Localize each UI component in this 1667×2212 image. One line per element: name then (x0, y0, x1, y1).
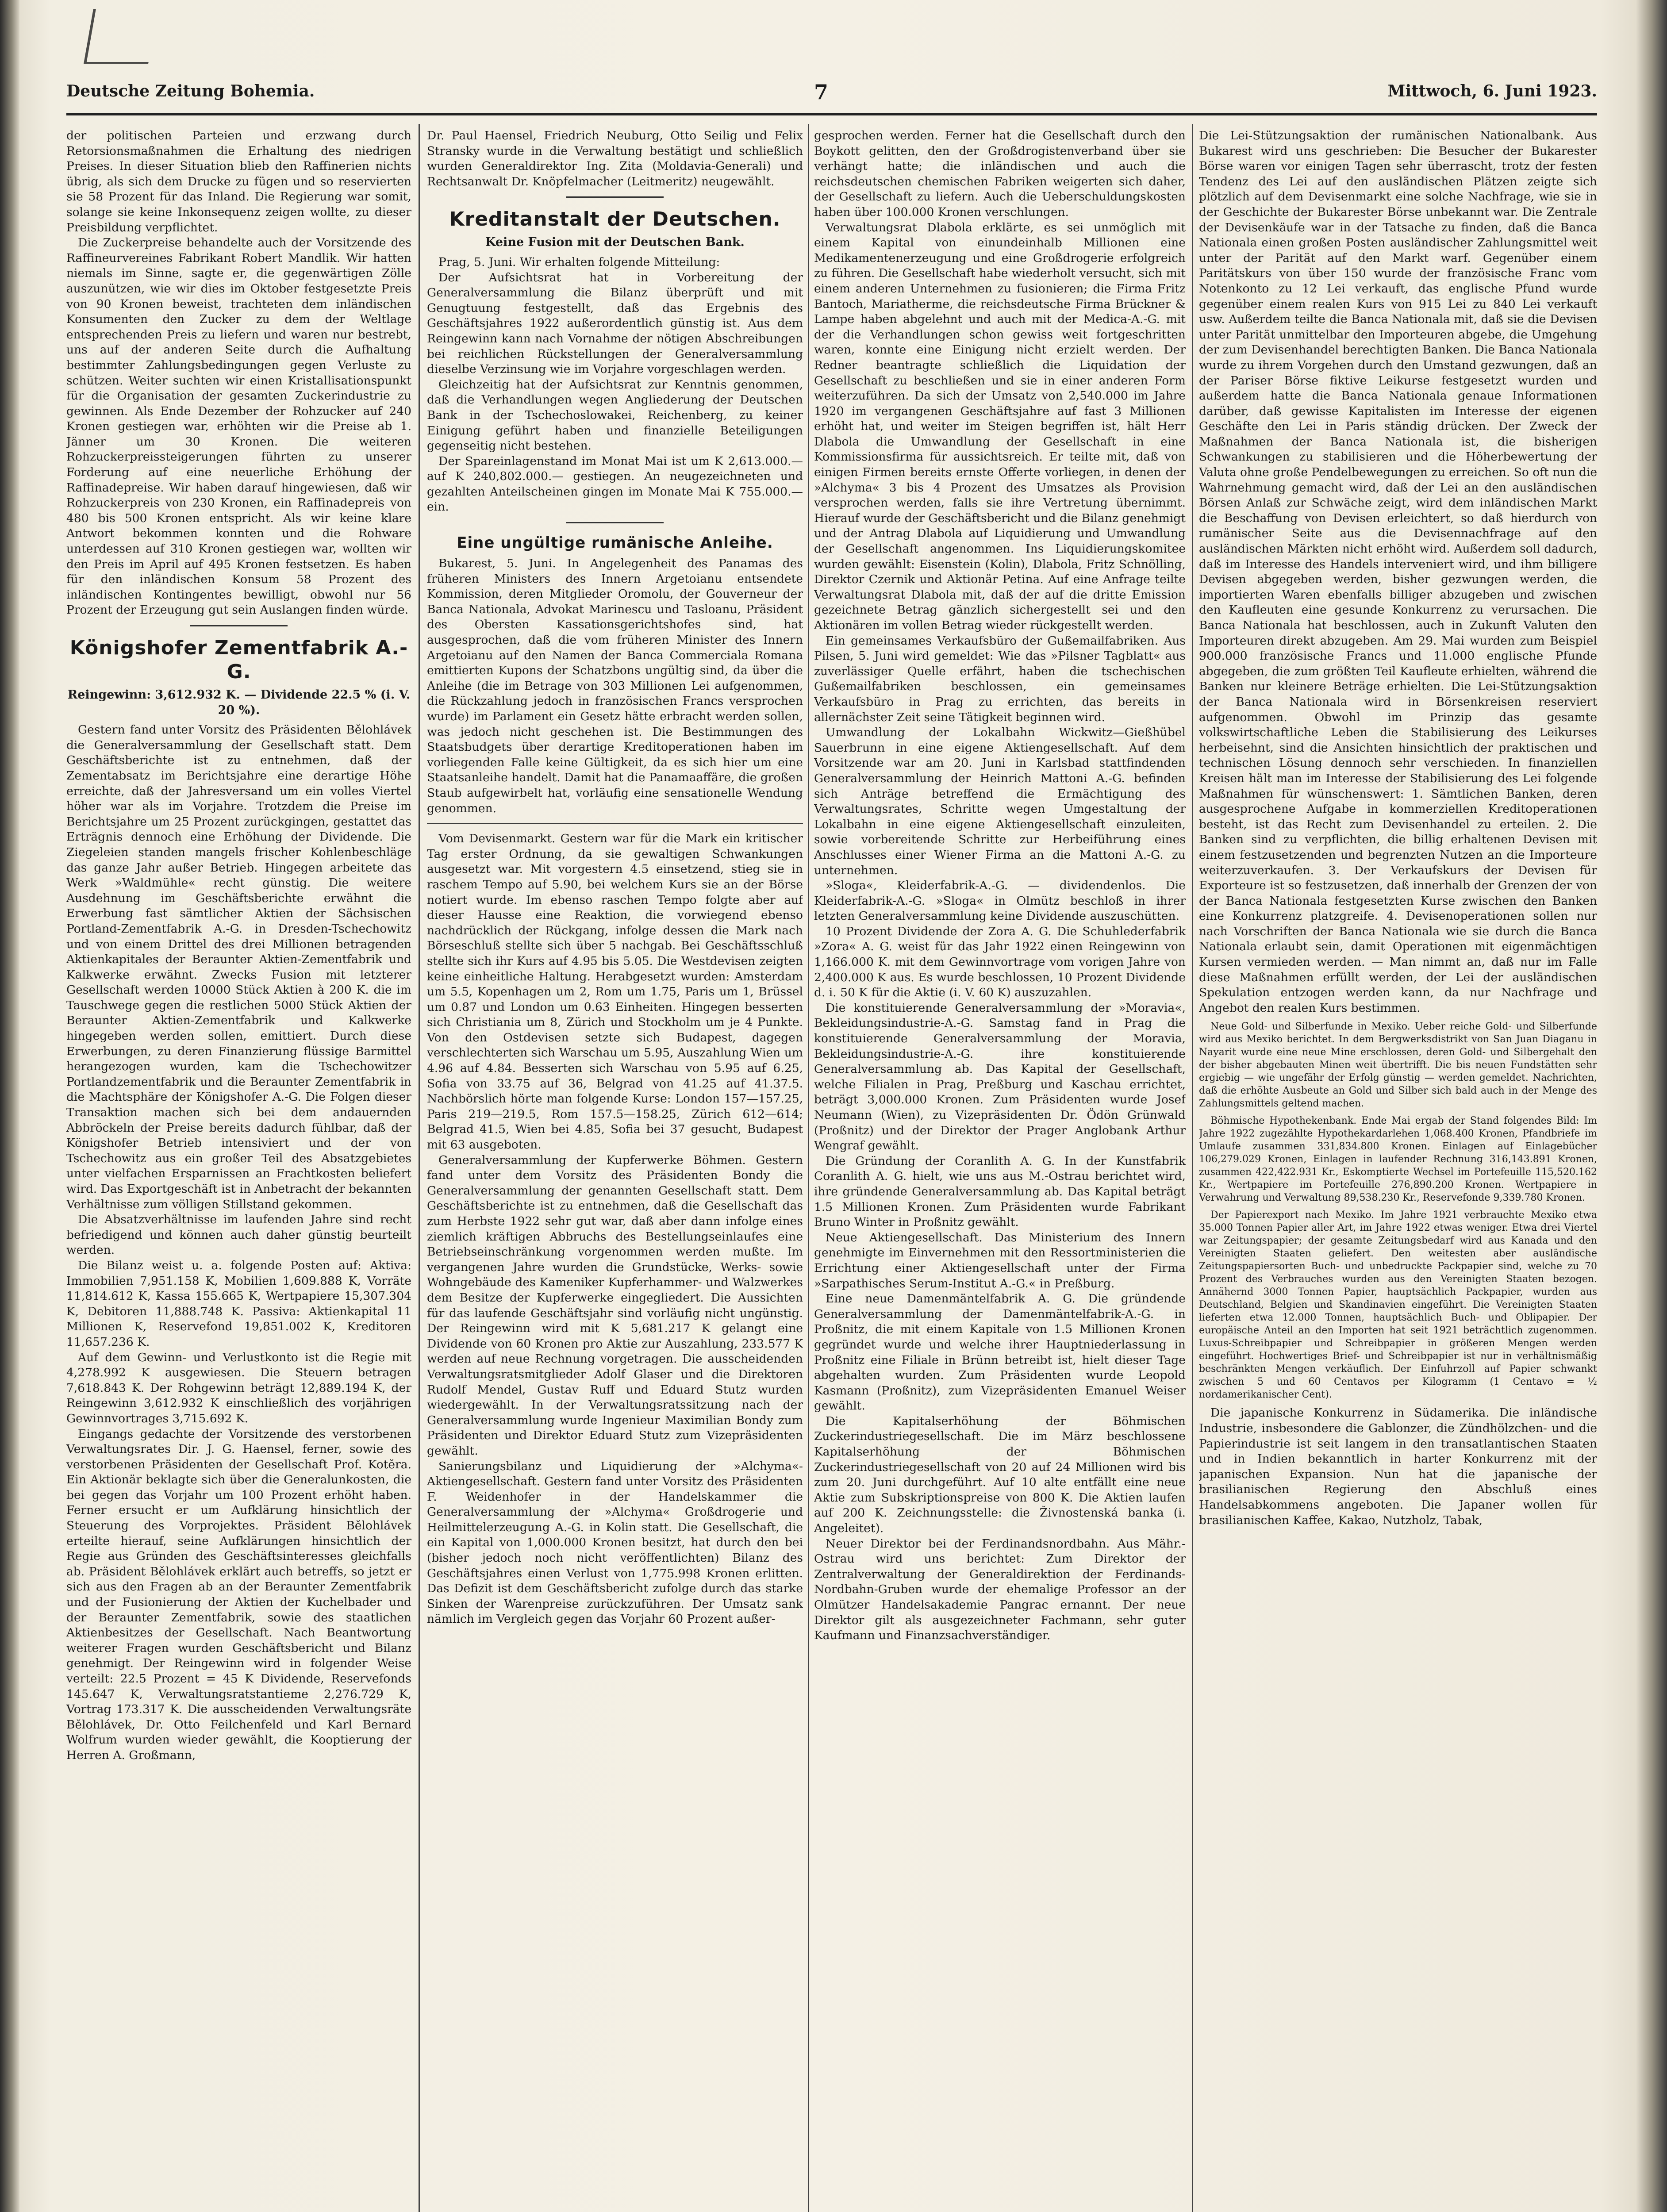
article-paragraph: Prag, 5. Juni. Wir erhalten folgende Mitteilung: (438, 255, 720, 269)
article-paragraph: 10 Prozent Dividende der Zora A. G. Die Schuhlederfabrik »Zora« A. G. weist für das Jahr 1922 einen Reingewinn von 1,166.000 K. mit dem Gewinnvortrage vom vorigen Jahre von 2,400.000 K aus. Es wurde beschlossen, 10 Prozent Dividende d. i. 50 K für die Aktie (i. V. 60 K) auszuzahlen. (814, 924, 1186, 1000)
article-paragraph: Die Gründung der Coranlith A. G. In der Kunstfabrik Coranlith A. G. hielt, wie uns aus M.-Ostrau berichtet wird, ihre gründende Generalversammlung ab. Das Kapital beträgt 1.5 Millionen Kronen. Zum Präsidenten wurde Fabrikant Bruno Winter in Proßnitz gewählt. (814, 1154, 1186, 1229)
scan-edge-right (1636, 0, 1667, 2212)
article-paragraph: Die japanische Konkurrenz in Südamerika. Die inländische Industrie, insbesondere die Gablonzer, die Zündhölzchen- und die Papierindustrie ist seit langem in den transatlantischen Staaten und in Indien bekanntlich in harter Konkurrenz mit der japanischen Expansion. Nun hat die japanische der brasilianischen Regierung den Abschluß eines Handelsabkommens angeboten. Die Japaner wollen für brasilianischen Kaffee, Kakao, Nutzholz, Tabak, (1199, 1406, 1597, 1527)
article-paragraph: gesprochen werden. Ferner hat die Gesellschaft durch den Boykott gelitten, den der Großdrogistenverband über sie verhängt hatte; die inländischen und auch die reichsdeutschen chemischen Fabriken weigerten sich daher, der Gesellschaft zu liefern. Auch die Ueberschuldungskosten haben über 100.000 Kronen verschlungen. (814, 129, 1186, 219)
issue-date: Mittwoch, 6. Juni 1923. (1387, 82, 1597, 100)
article-paragraph: Gleichzeitig hat der Aufsichtsrat zur Kenntnis genommen, daß die Verhandlungen wegen Angliederung der Deutschen Bank in der Tschechoslowakei, Reichenberg, zu keiner Einigung geführt haben und finanzielle Beteiligungen gegenseitig nicht bestehen. (427, 377, 803, 453)
article-paragraph: Gestern fand unter Vorsitz des Präsidenten Bělohlávek die Generalversammlung der Gesellschaft statt. Dem Geschäftsberichte ist zu entnehmen, daß der Zementabsatz im Berichtsjahre eine derartige Höhe erreichte, daß der Jahresversand um ein volles Viertel höher war als im Vorjahre. Trotzdem die Preise im Berichtsjahre um 25 Prozent zurückgingen, gestattet das Erträgnis dennoch eine Erhöhung der Dividende. Die Ziegeleien standen mangels frischer Kohlenbeschläge das ganze Jahr außer Betrieb. Hingegen arbeitete das Werk »Waldmühle« recht günstig. Die weitere Ausdehnung im Geschäftsberichte erwähnt die Erwerbung fast sämtlicher Aktien der Sächsischen Portland-Zementfabrik A.-G. in Dresden-Tschechowitz und von einem Drittel des drei Millionen betragenden Aktienkapitales der Beraunter Aktien-Zementfabrik und Kalkwerke erwähnt. Zwecks Fusion mit letzterer Gesellschaft werden 10000 Stück Aktien à 200 K. die im Tauschwege gegen die restlichen 5000 Stück Aktien der Beraunter Aktien-Zementfabrik und Kalkwerke hingegeben werden sollen, emittiert. Durch diese Erwerbungen, zu deren Finanzierung flüssige Barmittel herangezogen wurden, kam die Tschechowitzer Portlandzementfabrik und die Beraunter Zementfabrik in die Machtsphäre der Königshofer A.-G. Die Folgen dieser Transaktion machen sich bei dem andauernden Abbröckeln der Preise bereits dadurch fühlbar, daß der Königshofer Betrieb intensiviert und der von Tschechowitz aus ein großer Teil des Absatzgebietes unter vielfachen Ersparnissen an Frachtkosten beliefert wird. Das Exportgeschäft ist in Anbetracht der bekannten Verhältnisse zum völligen Stillstand gekommen. (66, 723, 411, 1211)
separator (427, 823, 803, 824)
article-paragraph: Auf dem Gewinn- und Verlustkonto ist die Regie mit 4,278.992 K ausgewiesen. Die Steuern betragen 7,618.843 K. Der Rohgewinn beträgt 12,889.194 K, der Reingewinn 3,612.932 K einschließlich des vorjährigen Gewinnvortrages 3,715.692 K. (66, 1350, 411, 1425)
column-rule (1192, 124, 1193, 2212)
article-paragraph: Böhmische Hypothekenbank. Ende Mai ergab der Stand folgendes Bild: Im Jahre 1922 zugezählte Hypothekardarlehen 1,068.400 Kronen, Pfandbriefe im Umlaufe zusammen 331,834.800 Kronen. Einlagen auf Einlagebücher 106,279.029 Kronen, Einlagen in laufender Rechnung 316,143.891 Kronen, zusammen 422,422.931 Kr., Eskomptierte Wechsel im Portefeuille 115,520.162 Kr., Wertpapiere im Portefeuille 276,890.200 Kronen. Wertpapiere in Verwahrung und Verwaltung 89,538.230 Kr., Reservefonde 9,339.780 Kronen. (1199, 1115, 1597, 1204)
article-subheadline: Reingewinn: 3,612.932 K. — Dividende 22.5 % (i. V. 20 %). (67, 688, 411, 717)
column-4 (1199, 128, 1597, 2212)
separator (190, 625, 288, 626)
scan-edge-left (0, 0, 19, 2212)
article-paragraph: Der Aufsichtsrat hat in Vorbereitung der Generalversammlung die Bilanz überprüft und mit Genugtuung festgestellt, daß das Ergebnis des Geschäftsjahres 1922 außerordentlich günstig ist. Aus dem Reingewinn kann nach Vornahme der nötigen Abschreibungen bei reichlichen Rückstellungen der Generalversammlung dieselbe Verzinsung wie im Vorjahre vorgeschlagen werden. (427, 270, 803, 376)
article-paragraph: Neue Gold- und Silberfunde in Mexiko. Ueber reiche Gold- und Silberfunde wird aus Mexiko berichtet. In dem Bergwerksdistrikt von San Juan Diaganu in Nayarit wurde eine neue Mine erschlossen, deren Gold- und Silbergehalt den der bisher abgebauten Minen weit übertrifft. Die bis neuen Fundstätten sehr ergiebig — wie ungefähr der Erfolg günstig — werden gemeldet. Nachrichten, daß die erhöhte Ausbeute an Gold und Silber sich bald auch in der Menge des Zahlungsmittels geltend machen. (1199, 1021, 1597, 1110)
article-paragraph: Vom Devisenmarkt. Gestern war für die Mark ein kritischer Tag erster Ordnung, da sie gewaltigen Schwankungen ausgesetzt war. Mit vorgestern 4.5 einsetzend, stieg sie in raschem Tempo auf 5.90, bei welchem Kurs sie an der Börse notiert wurde. Im ebenso raschen Tempo folgte aber auf dieser Hausse eine Reaktion, die vorwiegend ebenso nachdrücklich der Rückgang, infolge dessen die Mark nach Börseschluß stellte sich über 5 nachgab. Bei Geschäftsschluß stellte sich ihr Kurs auf 4.95 bis 5.05. Die Westdevisen zeigten keine einheitliche Haltung. Herabgesetzt wurden: Amsterdam um 5.5, Kopenhagen um 2, Rom um 1.75, Paris um 1, Brüssel um 0.87 und London um 0.63 Einheiten. Hingegen besserten sich Christiania um 8, Zürich und Stockholm um je 4 Punkte. Von den Ostdevisen setzte sich Budapest, dagegen verschlechterten sich Warschau um 5.95, Auszahlung Wien um 4.96 auf 4.84. Besserten sich Warschau von 5.95 auf 6.25, Sofia von 33.75 auf 36, Belgrad von 41.25 auf 41.37.5. Nachbörslich hörte man folgende Kurse: London 157—157.25, Paris 219—219.5, Rom 157.5—158.25, Zürich 612—614; Belgrad 41.5, Wien bei 4.85, Sofia bei 37 gesucht, Budapest mit 63 ausgeboten. (427, 832, 803, 1152)
article-paragraph: Die Lei-Stützungsaktion der rumänischen Nationalbank. Aus Bukarest wird uns geschrieben: Die Besucher der Bukarester Börse waren vor einigen Tagen sehr überrascht, trotz der festen Tendenz des Lei auf den ausländischen Plätzen zeigte sich plötzlich auf dem Devisenmarkt eine solche Nachfrage, wie sie in der Geschichte der Bukarester Börse unbekannt war. Die Zentrale der Devisenkäufe war in der Tatsache zu finden, daß die Banca Nationala einen großen Posten ausländischer Zahlungsmittel weit unter der Parität auf den Markt warf. Gegenüber einem Paritätskurs von über 150 wurde der französische Franc vom Notenkonto zu 12 Lei verkauft, das englische Pfund wurde gegenüber einem realen Kurs von 915 Lei zu 840 Lei verkauft usw. Außerdem teilte die Banca Nationala mit, daß sie die Devisen unter Parität unmittelbar den Importeuren abgebe, die Umgehung der zum Devisenhandel berechtigten Banken. Die Banca Nationala wurde zu ihrem Vorgehen durch den Umstand gezwungen, daß an der Pariser Börse fiktive Leikurse festgesetzt wurden und außerdem hatte die Banca Nationala genaue Informationen darüber, daß gewisse Kapitalisten im Interesse der eigenen Geschäfte den Lei in Paris ständig drücken. Der Zweck der Maßnahmen der Banca Nationala ist, die bisherigen Schwankungen zu stabilisieren und die Höherbewertung der Valuta ohne große Pendelbewegungen zu erreichen. So oft nun die Wahrnehmung gemacht wird, daß der Lei an den ausländischen Börsen Anlaß zur Schwäche zeigt, wird dem inländischen Markt die Beschaffung von Devisen erleichtert, so daß hierdurch von rumänischer Seite aus die Devisennachfrage auf den ausländischen Märkten nicht erhöht wird. Außerdem soll dadurch, daß im Interesse des Handels interveniert wird, und ihm billigere Devisen abgegeben werden, bisher gezwungen werden, die importierten Waren ebenfalls billiger abzugeben und zwischen den Kaufleuten eine gesunde Konkurrenz zu verursachen. Die Banca Nationala hat beschlossen, auch in Zukunft Valuten den Importeuren direkt abzugeben. Am 29. Mai wurden zum Beispiel 900.000 französische Francs und 11.000 englische Pfunde abgegeben, die zum größten Teil Kaufleute erhielten, während die Banken nur kleinere Beträge erhielten. Die Lei-Stützungsaktion der Banca Nationala wird in Börsenkreisen reserviert aufgenommen. Obwohl im Prinzip das gesamte volkswirtschaftliche Leben die Stabilisierung des Leikurses herbeisehnt, sind die Ansichten hinsichtlich der praktischen und technischen Lösung dennoch sehr verschieden. In finanziellen Kreisen hält man im Interesse der Stabilisierung des Lei folgende Maßnahmen für wünschenswert: 1. Sämtlichen Banken, deren ausgesprochene Aufgabe in kommerziellen Kreditoperationen besteht, ist das Recht zum Devisenhandel zu erteilen. 2. Die Banken sind zu verpflichten, die billig erhaltenen Devisen mit einem festzusetzenden und begrenzten Nutzen an die Importeure weiterzuverkaufen. 3. Der Verkaufskurs der Devisen für Exporteure ist so festzusetzen, daß innerhalb der Grenzen der von der Banca Nationala festgesetzten Kurse zwischen den Banken eine Konkurrenz platzgreife. 4. Devisenoperationen sollen nur nach Vorschriften der Banca Nationala wie sie durch die Banca Nationala erlaubt sein, damit Operationen mit eigenmächtigen Kursen vermieden werden. — Man nimmt an, daß nur im Falle diese Maßnahmen erfüllt werden, der Lei der ausländischen Spekulation entzogen werden kann, da nur Nachfrage und Angebot den realen Kurs bestimmen. (1199, 129, 1597, 1015)
separator (566, 196, 664, 198)
masthead-rule (66, 113, 1597, 115)
article-paragraph: Umwandlung der Lokalbahn Wickwitz—Gießhübel Sauerbrunn in eine eigene Aktiengesellschaft. Auf dem Vorsitzende war am 20. Juni in Karlsbad stattfindenden Generalversammlung der Heinrich Mattoni A.-G. befinden sich Anträge betreffend die Ermächtigung des Verwaltungsrates, Schritte wegen Umgestaltung der Lokalbahn in eine eigene Aktiengesellschaft einzuleiten, sowie vorbereitende Schritte zur Herbeiführung eines Anschlusses einer Wiener Firma an die Mattoni A.-G. zu unternehmen. (814, 726, 1186, 877)
article-paragraph: Die Zuckerpreise behandelte auch der Vorsitzende des Raffineurvereines Fabrikant Robert Mandlik. Wir hatten niemals im Sinne, sagte er, die gegenwärtigen Zölle auszunützen, wie wir dies im Oktober festgesetzte Preis von 90 Kronen beweist, trachteten dem inländischen Konsumenten den Zucker zu dem der Weltlage entsprechenden Preis zu liefern und waren nur bestrebt, uns auf der anderen Seite durch die Aufhaltung bestimmter Zahlungsbedingungen gegen Verluste zu schützen. Weiter suchten wir einen Kristallisationspunkt für die Organisation der gesamten Zuckerindustrie zu gewinnen. Als Ende Dezember der Rohzucker auf 240 Kronen gestiegen war, erhöhten wir die Preise ab 1. Jänner um 30 Kronen. Die weiteren Rohzuckerpreissteigerungen führten zu unserer Forderung auf eine neuerliche Erhöhung der Raffinadepreise. Wir haben darauf hingewiesen, daß wir Rohzuckerpreis von 230 Kronen, ein Raffinadepreis von 480 bis 500 Kronen entspricht. Als wir keine klare Antwort bekommen konnten und die Rohware unterdessen auf 310 Kronen gestiegen war, wollten wir den Preis im April auf 495 Kronen festsetzen. Es haben für den inländischen Konsum 58 Prozent des inländischen Kontingentes bewilligt, obwohl nur 56 Prozent der Erzeugung gut sein Auslangen finden würde. (66, 236, 411, 617)
newspaper-title: Deutsche Zeitung Bohemia. (66, 82, 315, 100)
article-paragraph: Generalversammlung der Kupferwerke Böhmen. Gestern fand unter dem Vorsitz des Präsidenten Bondy die Generalversammlung der genannten Gesellschaft statt. Dem Geschäftsberichte ist zu entnehmen, daß die Gesellschaft das zum Herbste 1922 sehr gut war, daß aber dann infolge eines ziemlich kräftigen Abbruchs des Bestellungseinlaufes eine Betriebseinschränkung vorgenommen werden mußte. Im vergangenen Jahre wurden die Grundstücke, Werks- sowie Wohngebäude des Kameniker Kupferhammer- und Walzwerkes dem Besitze der Kupferwerke eingegliedert. Die Aussichten für das laufende Geschäftsjahr sind vorläufig nicht ungünstig. Der Reingewinn wird mit K 5,681.217 K gelangt eine Dividende von 60 Kronen pro Aktie zur Auszahlung, 233.577 K werden auf neue Rechnung vorgetragen. Die ausscheidenden Verwaltungsratsmitglieder Adolf Glaser und die Direktoren Rudolf Mendel, Gustav Ruff und Eduard Stutz wurden wiedergewählt. In der Verwaltungsratssitzung nach der Generalversammlung wurde Ingenieur Maximilian Bondy zum Präsidenten und Direktor Eduard Stutz zum Vizepräsidenten gewählt. (427, 1153, 803, 1458)
article-headline: Eine ungültige rumänische Anleihe. (457, 534, 773, 552)
article-paragraph: Sanierungsbilanz und Liquidierung der »Alchyma«-Aktiengesellschaft. Gestern fand unter Vorsitz des Präsidenten F. Weidenhofer in der Handelskammer die Generalversammlung der »Alchyma« Großdrogerie und Heilmittelerzeugung A.-G. in Kolin statt. Die Gesellschaft, die ein Kapital von 1,000.000 Kronen besitzt, hat durch den bei (bisher jedoch noch nicht veröffentlichten) Bilanz des Geschäftsjahres einen Verlust von 1,775.998 Kronen erlitten. Das Defizit ist dem Geschäftsbericht zufolge durch das starke Sinken der Warenpreise zurückzuführen. Der Umsatz sank nämlich im Vergleich gegen das Vorjahr 60 Prozent außer- (427, 1459, 803, 1626)
column-2 (427, 128, 803, 2212)
column-1 (66, 128, 411, 2212)
article-paragraph: »Sloga«, Kleiderfabrik-A.-G. — dividendenlos. Die Kleiderfabrik-A.-G. »Sloga« in Olmütz beschloß in ihrer letzten Generalversammlung keine Dividende auszuschütten. (814, 879, 1186, 923)
article-paragraph: Verwaltungsrat Dlabola erklärte, es sei unmöglich mit einem Kapital von einundeinhalb Millionen eine Medikamentenerzeugung und eine Großdrogerie erfolgreich zu führen. Die Gesellschaft habe wiederholt versucht, sich mit einem anderen Unternehmen zu fusionieren; die Firma Fritz Bantoch, Mariatherme, die reichsdeutsche Firma Brückner & Lampe haben abgelehnt und auch mit der Medica-A.-G. mit der die Verhandlungen schon gewiss weit fortgeschritten waren, konnte eine Einigung nicht erzielt werden. Der Redner beantragte schließlich die Liquidation der Gesellschaft zu beschließen und sie in einer anderen Form weiterzuführen. Da sich der Umsatz von 2,540.000 im Jahre 1920 im vergangenen Geschäftsjahre auf fast 3 Millionen erhöht hat, und weiter im Steigen begriffen ist, hält Herr Dlabola die Umwandlung der Gesellschaft in eine Kommissionsfirma für aussichtsreich. Er teilte mit, daß von einigen Firmen bereits ernste Offerte vorliegen, in denen der »Alchyma« 3 bis 4 Prozent des Umsatzes als Provision versprochen werden, falls sie ihre Vertretung übernimmt. Hierauf wurde der Geschäftsbericht und die Bilanz genehmigt und der Antrag Dlabola auf Liquidierung und Umwandlung der Gesellschaft angenommen. Ins Liquidierungskomitee wurden gewählt: Eisenstein (Kolin), Dlabola, Fritz Schnölling, Direktor Czernik und Aktionär Petina. Auf eine Anfrage teilte Verwaltungsrat Dlabola mit, daß der auf die dritte Emission gezeichnete Betrag gänzlich sichergestellt sei und den Aktionären im vollen Betrag wieder rückgestellt werden. (814, 220, 1186, 632)
column-3 (814, 128, 1186, 2212)
ink-mark (84, 9, 158, 64)
article-subheadline: Keine Fusion mit der Deutschen Bank. (485, 235, 745, 250)
article-paragraph: Bukarest, 5. Juni. In Angelegenheit des Panamas des früheren Ministers des Innern Argetoianu entsendete Kommission, deren Mitglieder Oromolu, der Gouverneur der Banca Nationala, Advokat Marinescu und Tasloanu, Präsident des Obersten Kassationsgerichtshofes sind, hat ausgesprochen, daß die vom früheren Minister des Innern Argetoianu auf den Namen der Banca Commerciala Romana emittierten Kupons der Schatzbons ungültig sind, da über die Anleihe (die im Betrage von 303 Millionen Lei aufgenommen, die Rückzahlung jedoch in französischen Francs versprochen wurde) im Parlament ein Gesetz hätte erbracht werden sollen, was jedoch nicht geschehen ist. Die Bestimmungen des Staatsbudgets über derartige Kreditoperationen haben im vorliegenden Falle keine Gültigkeit, da es sich hier um eine Staatsanleihe handelt. Damit hat die Panamaaffäre, die großen Staub aufgewirbelt hat, vorläufig eine sensationelle Wendung genommen. (427, 557, 803, 815)
column-rule (808, 124, 809, 2212)
article-paragraph: der politischen Parteien und erzwang durch Retorsionsmaßnahmen die Erhaltung des niedrigen Preises. In dieser Situation blieb den Raffinerien nichts übrig, als sich dem Drucke zu fügen und so reservierten sie 58 Prozent für das Inland. Die Regierung war somit, solange sie keine Inkonsequenz zeigen wollte, zu dieser Preisbildung verpflichtet. (66, 129, 411, 234)
article-paragraph: Neuer Direktor bei der Ferdinandsnordbahn. Aus Mähr.-Ostrau wird uns berichtet: Zum Direktor der Zentralverwaltung der Generaldirektion der Ferdinands-Nordbahn-Gruben wurde der ehemalige Professor an der Olmützer Handelsakademie Pangrac ernannt. Der neue Direktor gilt als ausgezeichneter Fachmann, sehr guter Kaufmann und Finanzsachverständiger. (814, 1536, 1186, 1643)
article-paragraph: Die konstituierende Generalversammlung der »Moravia«, Bekleidungsindustrie-A.-G. Samstag fand in Prag die konstituierende Generalversammlung der Moravia, Bekleidungsindustrie-A.-G. ihre konstituierende Generalversammlung ab. Das Kapital der Gesellschaft, welche Filialen in Prag, Preßburg und Kaschau errichtet, beträgt 3,000.000 Kronen. Zum Präsidenten wurde Josef Neumann (Wien), zu Vizepräsidenten Dr. Ödön Grünwald (Proßnitz) und der Direktor der Prager Anglobank Arthur Wengraf gewählt. (814, 1001, 1186, 1153)
article-paragraph: Der Papierexport nach Mexiko. Im Jahre 1921 verbrauchte Mexiko etwa 35.000 Tonnen Papier aller Art, im Jahre 1922 etwas weniger. Etwa drei Viertel war Zeitungspapier; der gesamte Zeitungsbedarf wird aus Kanada und den Vereinigten Staaten geliefert. Den weitesten aber ausländische Zeitungspapiersorten Buch- und unbedruckte Packpapier sind, welche zu 70 Prozent des Verbrauches wurden aus den Vereinigten Staaten bezogen. Annähernd 3000 Tonnen Papier, hauptsächlich Packpapier, wurden aus Deutschland, Belgien und Skandinavien eingeführt. Die Vereinigten Staaten lieferten etwa 12.000 Tonnen, hauptsächlich Buch- und Oblipapier. Der europäische Anteil an den Importen hat seit 1921 beträchtlich zugenommen. Luxus-Schreibpapier und Schreibpapier in größeren Mengen werden eingeführt. Hochwertiges Brief- und Schreibpapier ist nur in verhältnismäßig beschränkten Mengen verkäuflich. Der Einfuhrzoll auf Papier schwankt zwischen 5 und 60 Centavos per Kilogramm (1 Centavo = ½ nordamerikanischer Cent). (1199, 1210, 1597, 1401)
article-paragraph: Die Bilanz weist u. a. folgende Posten auf: Aktiva: Immobilien 7,951.158 K, Mobilien 1,609.888 K, Vorräte 11,814.612 K, Kassa 155.665 K, Wertpapiere 15,307.304 K, Debitoren 11,888.748 K. Passiva: Aktienkapital 11 Millionen K, Reservefond 19,851.002 K, Kreditoren 11,657.236 K. (66, 1258, 411, 1349)
masthead (66, 77, 1597, 108)
article-paragraph: Eine neue Damenmäntelfabrik A. G. Die gründende Generalversammlung der Damenmäntelfabrik-A.-G. in Proßnitz, die mit einem Kapitale von 1.5 Millionen Kronen gegründet wurde und welche ihrer Hauptniederlassung in Proßnitz eine Filiale in Brünn betreibt ist, hielt dieser Tage abgehalten wurden. Zum Präsidenten wurde Leopold Kasmann (Proßnitz), zum Vizepräsidenten Emanuel Weiser gewählt. (814, 1292, 1186, 1413)
article-paragraph: Eingangs gedachte der Vorsitzende des verstorbenen Verwaltungsrates Dir. J. G. Haensel, ferner, sowie des verstorbenen Präsidenten der Gesellschaft Prof. Kotěra. Ein Aktionär beklagte sich über die Generalunkosten, die bei gegen das Vorjahr um 100 Prozent erhöht haben. Ferner ersucht er um Aufklärung hinsichtlich der Steuerung des Vorprojektes. Präsident Bělohlávek erteilte hierauf, seine Aufklärungen hinsichtlich der Regie aus Gründen des Geschäftsinteresses gleichfalls ab. Präsident Bělohlávek erklärt auch betreffs, so jetzt er sich aus den Fragen ab an der Beraunter Zementfabrik und der Fusionierung der Aktien der Kuchelbader und der Beraunter Zementfabrik, sowie des staatlichen Aktienbesitzes der Gesellschaft. Nach Beantwortung weiterer Fragen wurden Geschäftsbericht und Bilanz genehmigt. Der Reingewinn wird in folgender Weise verteilt: 22.5 Prozent = 45 K Dividende, Reservefonds 145.647 K, Verwaltungsratstantieme 2,276.729 K, Vortrag 173.317 K. Die ausscheidenden Verwaltungsräte Bělohlávek, Dr. Otto Feilchenfeld und Karl Bernard Wolfrum wurden wieder gewählt, die Kooptierung der Herren A. Großmann, (66, 1427, 411, 1762)
article-headline: Königshofer Zementfabrik A.-G. (69, 637, 408, 683)
page-number: 7 (814, 80, 829, 104)
article-paragraph: Die Kapitalserhöhung der Böhmischen Zuckerindustriegesellschaft. Die im März beschlossene Kapitalserhöhung der Böhmischen Zuckerindustriegesellschaft von 20 auf 24 Millionen wird bis zum 20. Juni durchgeführt. Auf 10 alte entfällt eine neue Aktie zum Subskriptionspreise von 800 K. Die Aktien laufen auf 200 K. Zeichnungsstelle: die Živnostenská banka (i. Angeleitet). (814, 1414, 1186, 1536)
article-paragraph: Neue Aktiengesellschaft. Das Ministerium des Innern genehmigte im Einvernehmen mit den Ressortministerien die Errichtung einer Aktiengesellschaft unter der Firma »Sarpathisches Serum-Institut A.-G.« in Preßburg. (814, 1230, 1186, 1290)
article-paragraph: Der Spareinlagenstand im Monat Mai ist um K 2,613.000.— auf K 240,802.000.— gestiegen. An neugezeichneten und gezahlten Anteilscheinen gingen im Monate Mai K 755.000.— ein. (427, 454, 803, 514)
article-headline: Kreditanstalt der Deutschen. (449, 208, 781, 231)
column-rule (419, 124, 420, 2212)
article-paragraph: Dr. Paul Haensel, Friedrich Neuburg, Otto Seilig und Felix Stransky wurde in die Verwaltung bestätigt und schließlich wurden Generaldirektor Ing. Zita (Moldavia-Generali) und Rechtsanwalt Dr. Knöpfelmacher (Leitmeritz) neugewählt. (427, 129, 803, 188)
separator (566, 522, 664, 523)
article-paragraph: Die Absatzverhältnisse im laufenden Jahre sind recht befriedigend und können auch daher günstig beurteilt werden. (66, 1213, 411, 1257)
article-paragraph: Ein gemeinsames Verkaufsbüro der Gußemailfabriken. Aus Pilsen, 5. Juni wird gemeldet: Wie das »Pilsner Tagblatt« aus zuverlässiger Quelle erfährt, haben die tschechischen Gußemailfabriken beschlossen, ein gemeinsames Verkaufsbüro in Prag zu errichten, das bereits in allernächster Zeit seine Tätigkeit beginnen wird. (814, 634, 1186, 724)
